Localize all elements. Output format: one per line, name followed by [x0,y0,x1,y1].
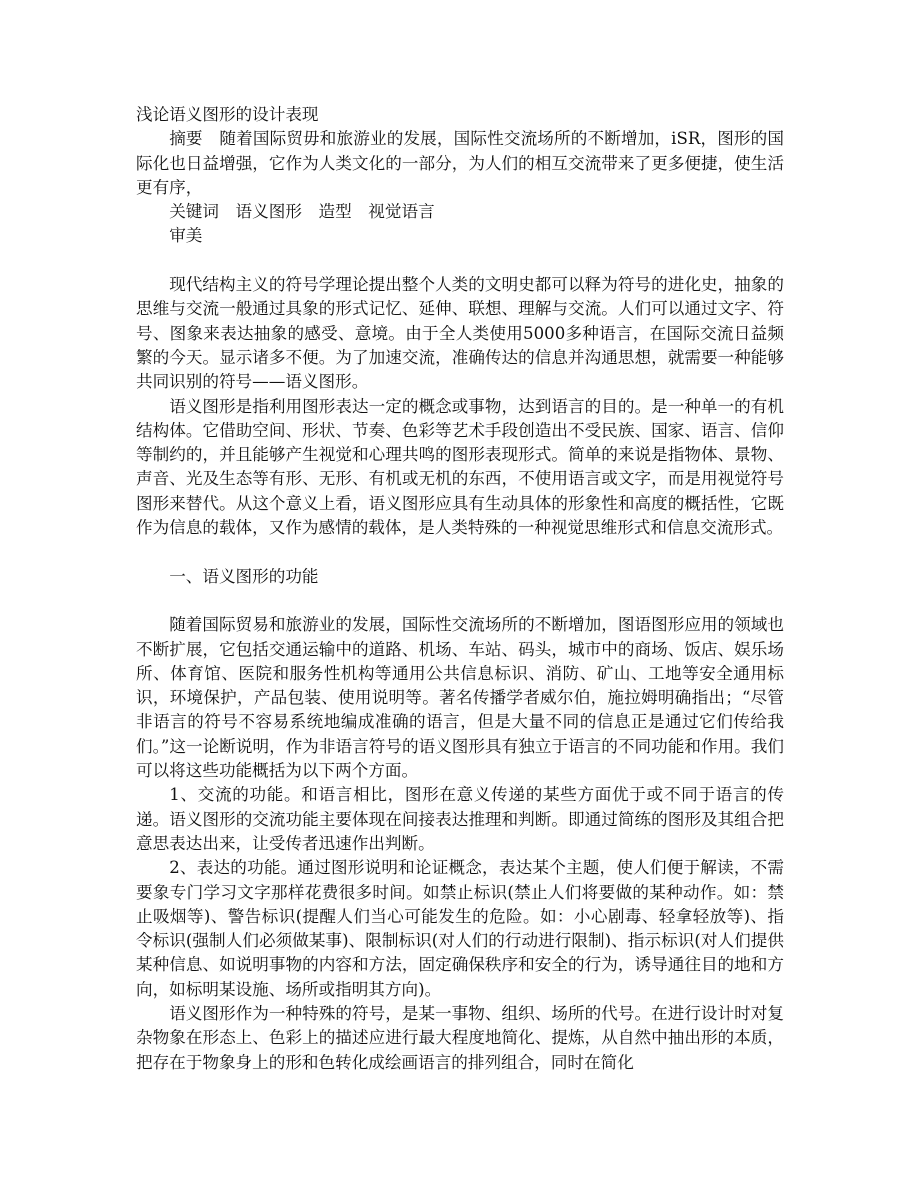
spacer [136,540,784,564]
keywords: 关键词 语义图形 造型 视觉语言 [169,202,435,222]
paragraph: 语义图形作为一种特殊的符号，是某一事物、组织、场所的代号。在进行设计时对复杂物象在形态上、色彩上的描述应进行最大程度地简化、提炼，从自然中抽出形的本质，把存在于物象身上的形和色转化成绘画语言的排列组合，同时在简化 [136,1003,784,1072]
paragraph: 现代结构主义的符号学理论提出整个人类的文明史都可以释为符号的进化史，抽象的思维与交流一般通过具象的形式记忆、延伸、联想、理解与交流。人们可以通过文字、符号、图象来表达抽象的感受、意境。由于全人类使用5000多种语言，在国际交流日益频繁的今天。显示诸多不便。为了加速交流，准确传达的信息并沟通思想，就需要一种能够共同识别的符号——语义图形。 [136,275,784,392]
document-page [136,103,784,1075]
keywords-continued: 审美 [169,226,203,246]
abstract: 摘要 随着国际贸毋和旅游业的发展，国际性交流场所的不断增加，iSR，图形的国际化也日益增强，它作为人类文化的一部分，为人们的相互交流带来了更多便捷，使生活更有序， [136,129,784,197]
document-title: 浅论语义图形的设计表现 [136,105,319,124]
paragraph: 2、表达的功能。通过图形说明和论证概念，表达某个主题，使人们便于解读，不需要象专门学习文字那样花费很多时间。如禁止标识(禁止人们将要做的某种动作。如：禁止吸烟等)、警告标识(提醒人们当心可能发生的危险。如：小心剧毒、轻拿轻放等)、指令标识(强制人们必须做某事)、限制标识(对人们的行动进行限制)、指示标识(对人们提供某种信息、如说明事物的内容和方法，固定确保秩序和安全的行为，诱导通往目的地和方向，如标明某设施、场所或指明其方向)。 [136,858,784,999]
spacer [136,249,784,273]
section-heading: 一、语义图形的功能 [169,566,319,586]
paragraph: 语义图形是指利用图形表达一定的概念或事物，达到语言的目的。是一种单一的有机结构体。它借助空间、形状、节奏、色彩等艺术手段创造出不受民族、国家、语言、信仰等制约的，并且能够产生视觉和心理共鸣的图形表现形式。简单的来说是指物体、景物、声音、光及生态等有形、无形、有机或无机的东西，不使用语言或文字，而是用视觉符号图形来替代。从这个意义上看，语义图形应具有生动具体的形象性和高度的概括性，它既作为信息的载体，又作为感情的载体，是人类特殊的一种视觉思维形式和信息交流形式。 [136,396,784,538]
paragraph: 1、交流的功能。和语言相比，图形在意义传递的某些方面优于或不同于语言的传递。语义图形的交流功能主要体现在间接表达推理和判断。即通过简练的图形及其组合把意思表达出来，让受传者迅速作出判断。 [136,785,784,853]
spacer [136,589,784,613]
paragraph: 随着国际贸易和旅游业的发展，国际性交流场所的不断增加，图语图形应用的领域也不断扩展，它包括交通运输中的道路、机场、车站、码头，城市中的商场、饭店、娱乐场所、体育馆、医院和服务性机构等通用公共信息标识、消防、矿山、工地等安全通用标识，环境保护，产品包装、使用说明等。著名传播学者威尔伯，施拉姆明确指出；“尽管非语言的符号不容易系统地编成准确的语言，但是大量不同的信息正是通过它们传给我们。”这一论断说明，作为非语言符号的语义图形具有独立于语言的不同功能和作用。我们可以将这些功能概括为以下两个方面。 [136,615,784,781]
